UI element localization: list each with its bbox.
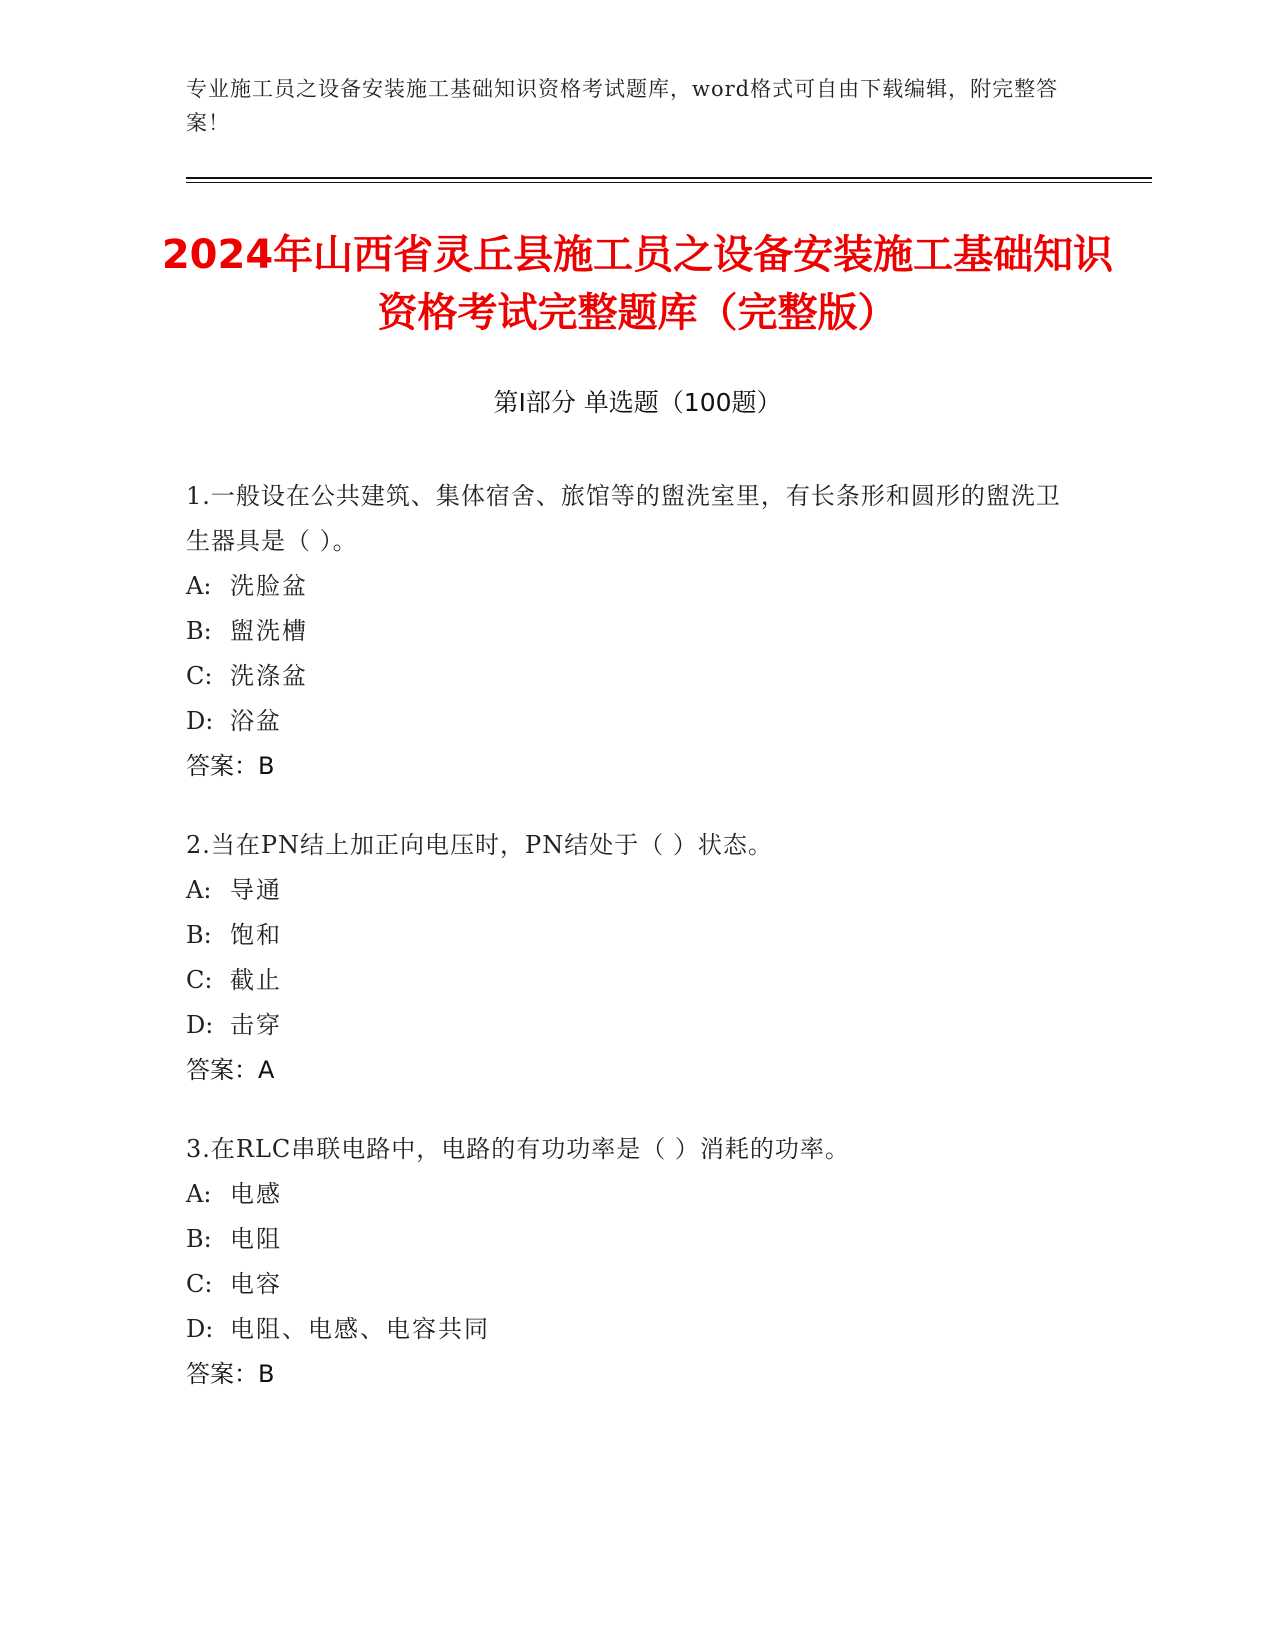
- option-text: 电感: [230, 1180, 282, 1208]
- header-note: 专业施工员之设备安装施工基础知识资格考试题库，word格式可自由下载编辑，附完整答案！: [186, 77, 1059, 135]
- option-text: 盥洗槽: [230, 617, 308, 645]
- option-text: 导通: [230, 876, 282, 904]
- question-3: [186, 1127, 1066, 1397]
- option-a: [186, 1172, 1066, 1217]
- option-letter: A:: [186, 1180, 212, 1208]
- question-text: 3.在RLC串联电路中，电路的有功功率是（ ）消耗的功率。: [186, 1135, 850, 1163]
- option-letter: D:: [186, 1011, 214, 1039]
- question-text: 1.一般设在公共建筑、集体宿舍、旅馆等的盥洗室里，有长条形和圆形的盥洗卫生器具是（ ）。: [186, 482, 1061, 555]
- option-d: [186, 699, 1066, 744]
- option-letter: B:: [186, 1225, 212, 1253]
- header-divider-thin: [186, 182, 1152, 183]
- header-divider-thick: [186, 177, 1152, 179]
- option-text: 饱和: [230, 921, 282, 949]
- option-text: 洗脸盆: [230, 572, 308, 600]
- option-text: 击穿: [230, 1011, 282, 1039]
- option-letter: D:: [186, 1315, 214, 1343]
- section-title: 第I部分 单选题（100题）: [493, 388, 782, 417]
- question-list: [186, 474, 1066, 1431]
- option-letter: C:: [186, 966, 213, 994]
- option-letter: A:: [186, 876, 212, 904]
- option-text: 截止: [230, 966, 282, 994]
- question-text: 2.当在PN结上加正向电压时，PN结处于（ ）状态。: [186, 831, 773, 859]
- option-text: 电阻、电感、电容共同: [230, 1315, 490, 1343]
- option-c: [186, 654, 1066, 699]
- option-c: [186, 958, 1066, 1003]
- option-letter: B:: [186, 617, 212, 645]
- option-text: 浴盆: [230, 707, 282, 735]
- option-d: [186, 1307, 1066, 1352]
- option-b: [186, 609, 1066, 654]
- question-1: [186, 474, 1066, 789]
- option-letter: A:: [186, 572, 212, 600]
- option-letter: D:: [186, 707, 214, 735]
- answer-line: 答案：B: [186, 752, 275, 780]
- option-d: [186, 1003, 1066, 1048]
- option-text: 电阻: [230, 1225, 282, 1253]
- option-letter: C:: [186, 662, 213, 690]
- option-b: [186, 1217, 1066, 1262]
- option-a: [186, 868, 1066, 913]
- option-c: [186, 1262, 1066, 1307]
- option-b: [186, 913, 1066, 958]
- option-letter: B:: [186, 921, 212, 949]
- option-text: 洗涤盆: [230, 662, 308, 690]
- option-letter: C:: [186, 1270, 213, 1298]
- question-2: [186, 823, 1066, 1093]
- option-text: 电容: [230, 1270, 282, 1298]
- answer-line: 答案：A: [186, 1056, 275, 1084]
- document-title: 2024年山西省灵丘县施工员之设备安装施工基础知识资格考试完整题库（完整版）: [161, 232, 1114, 336]
- option-a: [186, 564, 1066, 609]
- answer-line: 答案：B: [186, 1360, 275, 1388]
